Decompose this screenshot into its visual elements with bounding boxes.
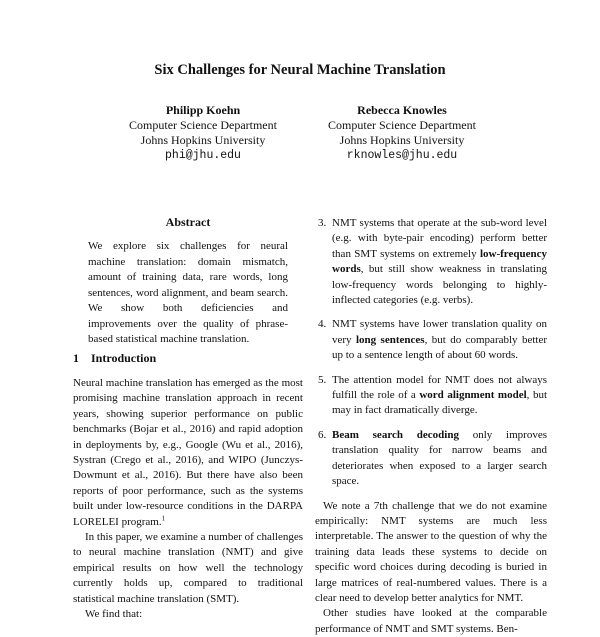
list-item-emphasis: long sentences <box>355 333 425 346</box>
author-block-1 <box>103 103 303 163</box>
paper-title: Six Challenges for Neural Machine Translation <box>154 62 446 78</box>
abstract-heading: Abstract <box>165 215 211 229</box>
list-item-text: only improves translation quality for narrow beams and deteriorates when exposed to a larger search space. <box>332 428 547 488</box>
list-item-number: 6. <box>318 428 327 441</box>
list-item-emphasis: low-frequency words <box>332 247 547 276</box>
intro-paragraph: We find that: <box>85 608 143 621</box>
list-item-text: NMT systems that operate at the sub-word level (e.g. with byte-pair encoding) perform better than SMT systems on extremely <box>332 217 547 260</box>
list-item-text: , but do comparably better up to a sentence length of about 60 words. <box>332 333 547 362</box>
findings-column <box>315 216 547 637</box>
body-paragraph: Other studies have looked at the comparable performance of NMT and SMT systems. Ben- <box>315 607 547 635</box>
list-item-number: 4. <box>318 318 327 331</box>
intro-column <box>73 376 303 623</box>
intro-paragraph <box>73 376 303 530</box>
list-item-text: The attention model for NMT does not always fulfill the role of a <box>332 373 547 402</box>
author-university: Johns Hopkins University <box>140 133 266 147</box>
section-heading <box>73 351 303 366</box>
list-item-emphasis: word alignment model <box>419 389 527 402</box>
author-department: Computer Science Department <box>328 118 476 132</box>
intro-paragraph-text: Neural machine translation has emerged as the most promising machine translation approach in recent years, showing superior performance on public benchmarks (Bojar et al., 2016) and rapid adoption in deployments by, e.g., Google (Wu et al., 2016), Systran (Crego et al., 2016), and WIPO (Junczys-Dowmunt et al., 2016). But there have also been reports of poor performance, such as the systems built under low-resource conditions in the DARPA LORELEI program. <box>73 377 303 528</box>
author-block-2 <box>302 103 502 163</box>
body-paragraph: We note a 7th challenge that we do not examine empirically: NMT systems are much less interpretable. The answer to the question of why the training data leads these systems to decide on specific word choices during decoding is buried in large matrices of real-numbered values. There is a clear need to develop better analytics for NMT. <box>315 499 547 604</box>
author-email[interactable]: phi@jhu.edu <box>165 149 241 162</box>
section-number: 1 <box>73 351 79 365</box>
list-item-number: 5. <box>318 373 327 386</box>
author-email[interactable]: rknowles@jhu.edu <box>346 149 458 162</box>
intro-paragraph: In this paper, we examine a number of challenges to neural machine translation (NMT) and give empirical results on how well the technology currently holds up, compared to traditional statistical machine translation (SMT). <box>73 531 303 605</box>
footnote-mark[interactable]: 1 <box>161 514 166 522</box>
list-item <box>315 317 547 363</box>
list-item-text: NMT systems have lower translation quality on very <box>332 318 547 346</box>
abstract-text: We explore six challenges for neural machine translation: domain mismatch, amount of training data, rare words, long sentences, word alignment, and beam search. We show both deficiencies and improvements over the quality of phrase-based statistical machine translation. <box>88 240 288 345</box>
list-item <box>315 428 547 490</box>
list-item <box>315 373 547 419</box>
author-department: Computer Science Department <box>129 118 277 132</box>
list-item <box>315 216 547 308</box>
list-item-text: , but still show weakness in translating low-frequency words belonging to highly-inflected categories (e.g. verbs). <box>332 263 547 307</box>
list-item-emphasis: Beam search decoding <box>332 428 459 441</box>
list-item-text: , but may in fact dramatically diverge. <box>332 389 548 417</box>
author-name: Rebecca Knowles <box>357 103 447 117</box>
author-university: Johns Hopkins University <box>339 133 465 147</box>
author-name: Philipp Koehn <box>165 103 241 117</box>
section-title: Introduction <box>91 351 157 365</box>
list-item-number: 3. <box>318 217 327 229</box>
